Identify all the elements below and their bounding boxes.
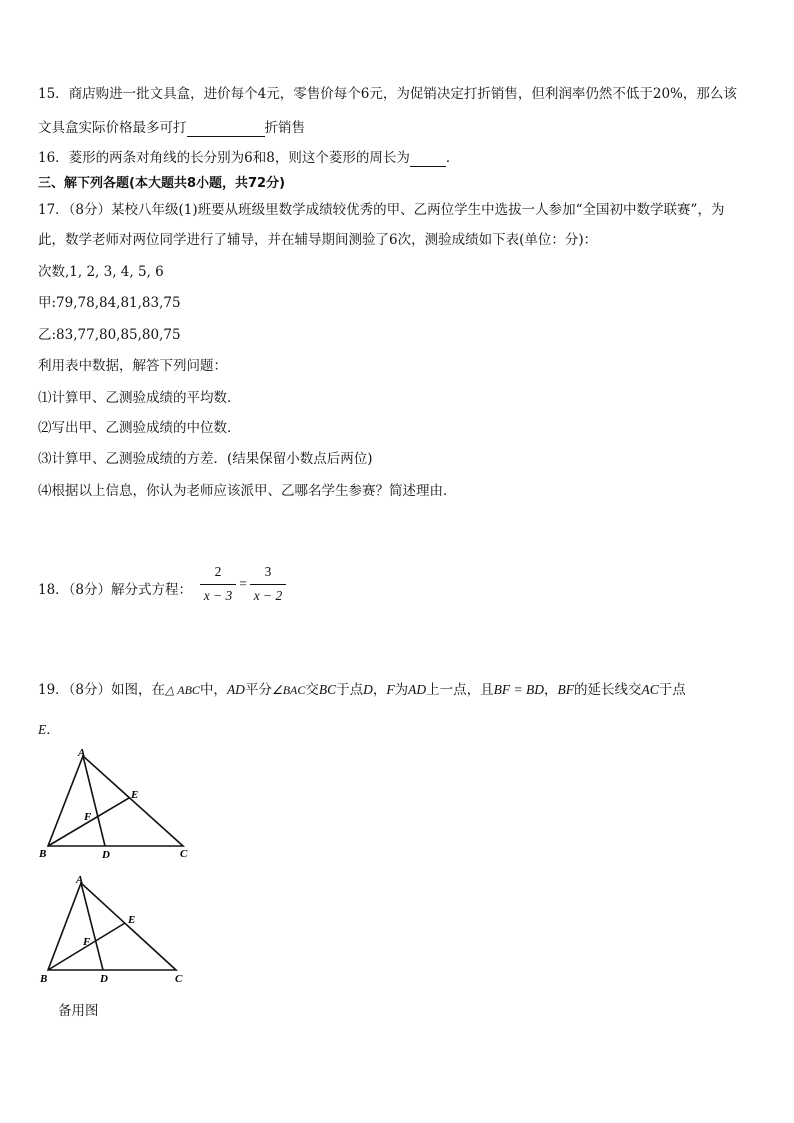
section-3-heading: 三、解下列各题(本大题共8小题，共72分) [38, 176, 286, 191]
segment-ad [83, 756, 105, 846]
label-f-spare: F [83, 936, 91, 948]
q16-answer-blank[interactable] [410, 150, 446, 167]
q17-times-row: 次数,1, 2, 3, 4, 5, 6 [38, 264, 164, 280]
q19-line2: E． [38, 722, 60, 738]
q17-part2: ⑵写出甲、乙测验成绩的中位数． [38, 420, 241, 436]
q16-text: 16．菱形的两条对角线的长分别为6和8，则这个菱形的周长为 [38, 150, 410, 166]
label-b-spare: B [40, 973, 48, 985]
segment-ad-spare [81, 883, 103, 970]
q16-line [38, 146, 459, 167]
q18-equals: = [239, 576, 247, 591]
q19-line1: 19．（8分）如图，在△ ABC中，AD平分∠BAC交BC于点D，F为AD上一点，且BF = BD，BF的延长线交AC于点 [38, 682, 686, 698]
geometry-figure-spare [34, 872, 194, 988]
q17-part3: ⑶计算甲、乙测验成绩的方差．(结果保留小数点后两位) [38, 451, 373, 467]
q16-text-end: ． [445, 150, 460, 166]
q19-triangle-abc: △ ABC [165, 683, 200, 697]
label-f: F [84, 811, 92, 823]
label-d-spare: D [100, 973, 108, 985]
q15-line2 [38, 116, 305, 137]
label-a: A [78, 747, 86, 759]
q17-line1: 17．（8分）某校八年级(1)班要从班级里数学成绩较优秀的甲、乙两位学生中选拔一人参加“全国初中数学联赛”，为 [38, 202, 725, 218]
q19-condition: BF = BD [493, 682, 544, 697]
q18-text: 18．（8分）解分式方程： [38, 582, 193, 598]
spare-figure-caption: 备用图 [58, 1003, 99, 1019]
triangle-abc-spare [48, 883, 176, 970]
q15-text-end: 折销售 [264, 120, 305, 136]
label-c: C [180, 848, 188, 860]
q15-line1: 15．商店购进一批文具盒，进价每个4元，零售价每个6元，为促销决定打折销售，但利润率仍然不低于20%，那么该 [38, 86, 737, 102]
q17-jia-row: 甲:79,78,84,81,83,75 [38, 295, 181, 311]
q15-answer-blank[interactable] [187, 120, 265, 137]
label-d: D [102, 849, 110, 861]
q18-denominator-right: x − 2 [253, 588, 283, 603]
q19-angle-bac: ∠BAC [271, 683, 306, 697]
q17-part4: ⑷根据以上信息，你认为老师应该派甲、乙哪名学生参赛？简述理由． [38, 483, 457, 499]
q17-yi-row: 乙:83,77,80,85,80,75 [38, 327, 181, 343]
label-c-spare: C [175, 973, 183, 985]
label-a-spare: A [76, 874, 84, 886]
q18-numerator-right: 3 [264, 564, 272, 579]
triangle-abc [48, 756, 183, 846]
q17-part1: ⑴计算甲、乙测验成绩的平均数． [38, 390, 241, 406]
q18-fraction-left [200, 564, 236, 608]
label-e-spare: E [128, 914, 136, 926]
label-e: E [131, 789, 139, 801]
q17-intro: 利用表中数据，解答下列问题： [38, 358, 227, 374]
q18-denominator-left: x − 3 [203, 588, 233, 603]
label-b: B [39, 848, 47, 860]
q17-line2: 此，数学老师对两位同学进行了辅导，并在辅导期间测验了6次，测验成绩如下表(单位：分)： [38, 232, 598, 248]
geometry-figure-main [34, 744, 204, 862]
q18-numerator-left: 2 [214, 564, 222, 579]
q18-fraction-right [250, 564, 286, 608]
q15-text: 文具盒实际价格最多可打 [38, 120, 187, 136]
